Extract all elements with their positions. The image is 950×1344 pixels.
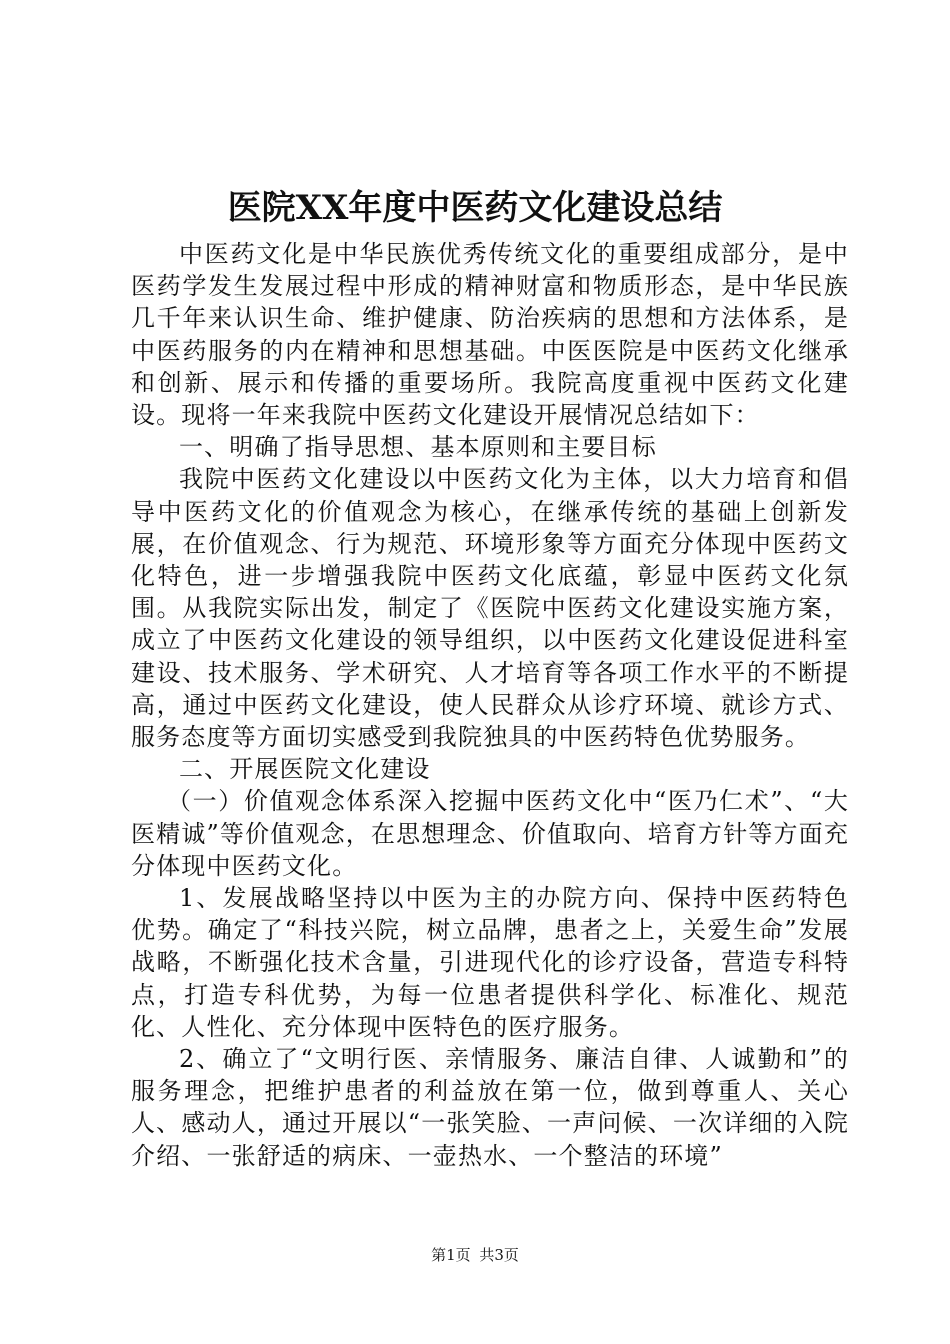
section-heading-2: 二、开展医院文化建设 [179,755,431,784]
item-2-paragraph: 2、确立了“文明行医、亲情服务、廉洁自律、人诚勤和”的服务理念，把维护患者的利益放在第一位，做到尊重人、关心人、感动人，通过开展以“一张笑脸、一声问候、一次详细的入院介绍、一张舒适的病床、一壶热水、一个整洁的环境” [131,1045,849,1170]
section-heading-1: 一、明确了指导思想、基本原则和主要目标 [179,433,657,462]
document-title: 医院XX年度中医药文化建设总结 [227,188,723,228]
page-number: 第1页 [431,1246,471,1264]
item-1-paragraph: 1、发展战略坚持以中医为主的办院方向、保持中医药特色优势。确定了“科技兴院，树立品牌，患者之上，关爱生命”发展战略，不断强化技术含量，引进现代化的诊疗设备，营造专科特点，打造专科优势，为每一位患者提供科学化、标准化、规范化、人性化、充分体现中医特色的医疗服务。 [131,884,849,1041]
document-body [131,238,849,1172]
subsection-1-paragraph: （一）价值观念体系深入挖掘中医药文化中“医乃仁术”、“大医精诚”等价值观念，在思想理念、价值取向、培育方针等方面充分体现中医药文化。 [131,787,849,880]
page-total: 共3页 [479,1246,519,1264]
section-1-paragraph: 我院中医药文化建设以中医药文化为主体，以大力培育和倡导中医药文化的价值观念为核心，在继承传统的基础上创新发展，在价值观念、行为规范、环境形象等方面充分体现中医药文化特色，进一步增强我院中医药文化底蕴，彰显中医药文化氛围。从我院实际出发，制定了《医院中医药文化建设实施方案，成立了中医药文化建设的领导组织，以中医药文化建设促进科室建设、技术服务、学术研究、人才培育等各项工作水平的不断提高，通过中医药文化建设，使人民群众从诊疗环境、就诊方式、服务态度等方面切实感受到我院独具的中医药特色优势服务。 [131,465,849,752]
page-footer [0,1245,950,1265]
intro-paragraph: 中医药文化是中华民族优秀传统文化的重要组成部分，是中医药学发生发展过程中形成的精神财富和物质形态，是中华民族几千年来认识生命、维护健康、防治疾病的思想和方法体系，是中医药服务的内在精神和思想基础。中医医院是中医药文化继承和创新、展示和传播的重要场所。我院高度重视中医药文化建设。现将一年来我院中医药文化建设开展情况总结如下： [131,240,849,430]
